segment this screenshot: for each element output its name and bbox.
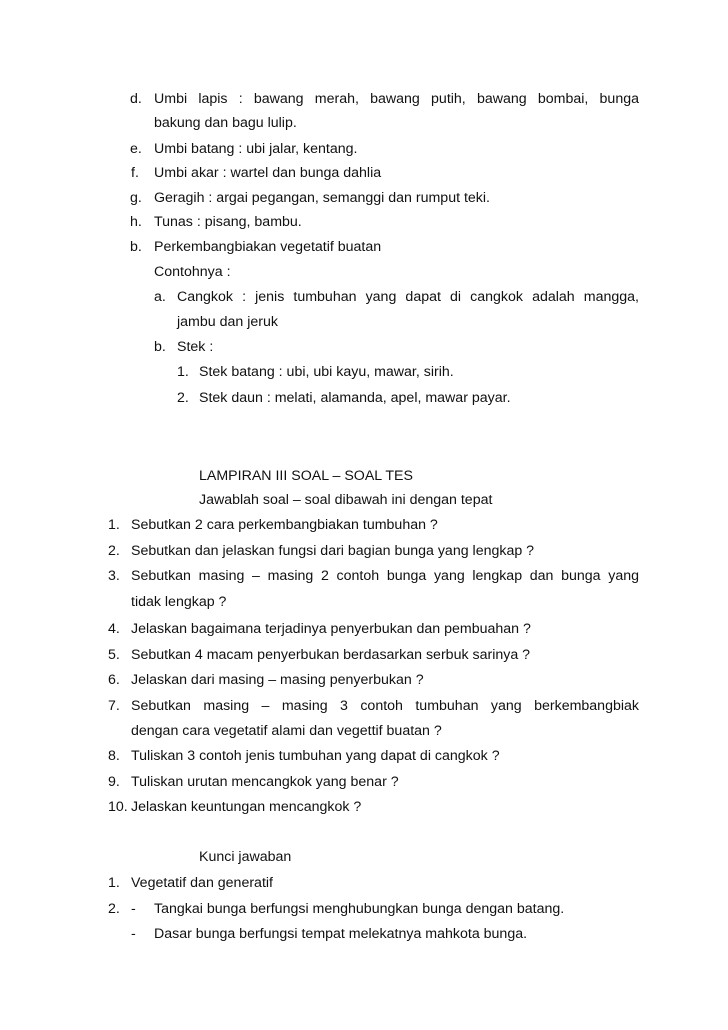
question-text-line1: Sebutkan masing – masing 2 contoh bunga yang lengkap dan bunga yang <box>131 568 639 584</box>
item-bb1: Stek batang : ubi, ubi kayu, mawar, sirih. <box>199 364 454 380</box>
question-text: Tuliskan urutan mencangkok yang benar ? <box>131 774 399 790</box>
question-number: 1. <box>108 517 120 533</box>
kunci-title: Kunci jawaban <box>199 849 292 865</box>
question-number: 10. <box>108 799 128 815</box>
list-marker-g: g. <box>130 190 142 206</box>
question-text: Jelaskan keuntungan mencangkok ? <box>131 799 362 815</box>
item-ba-line1: Cangkok : jenis tumbuhan yang dapat di cangkok adalah mangga, <box>177 289 639 305</box>
question-text-line1: Sebutkan masing – masing 3 contoh tumbuhan yang berkembangbiak <box>131 698 639 714</box>
answer-dash: - <box>131 901 136 917</box>
item-h: Tunas : pisang, bambu. <box>154 214 302 230</box>
question-number: 9. <box>108 774 120 790</box>
item-b: Perkembangbiakan vegetatif buatan <box>154 239 382 255</box>
list-marker-f: f. <box>131 165 139 181</box>
item-bb2: Stek daun : melati, alamanda, apel, mawar payar. <box>199 390 511 406</box>
list-marker-h: h. <box>130 214 142 230</box>
question-number: 7. <box>108 698 120 714</box>
question-text: Sebutkan 2 cara perkembangbiakan tumbuhan ? <box>131 517 438 533</box>
question-text-line2: tidak lengkap ? <box>131 594 227 610</box>
item-b-sub: Contohnya : <box>154 264 231 280</box>
list-marker-b: b. <box>130 239 142 255</box>
question-text: Jelaskan bagaimana terjadinya penyerbukan dan pembuahan ? <box>131 621 531 637</box>
item-g: Geragih : argai pegangan, semanggi dan rumput teki. <box>154 190 490 206</box>
list-marker-bb1: 1. <box>177 364 189 380</box>
question-text-line2: dengan cara vegetatif alami dan vegettif buatan ? <box>131 723 442 739</box>
list-marker-ba: a. <box>154 289 166 305</box>
question-text: Sebutkan dan jelaskan fungsi dari bagian bunga yang lengkap ? <box>131 543 535 559</box>
question-text: Jelaskan dari masing – masing penyerbukan ? <box>131 672 424 688</box>
question-number: 6. <box>108 672 120 688</box>
list-marker-e: e. <box>130 141 142 157</box>
list-marker-bb: b. <box>154 339 166 355</box>
answer-text: Vegetatif dan generatif <box>131 875 273 891</box>
answer-text: Tangkai bunga berfungsi menghubungkan bunga dengan batang. <box>154 901 565 917</box>
list-marker-bb2: 2. <box>177 390 189 406</box>
answer-number: 1. <box>108 875 120 891</box>
question-number: 2. <box>108 543 120 559</box>
question-number: 5. <box>108 647 120 663</box>
question-number: 4. <box>108 621 120 637</box>
lampiran-instruction: Jawablah soal – soal dibawah ini dengan tepat <box>199 492 493 508</box>
question-number: 8. <box>108 748 120 764</box>
question-text: Sebutkan 4 macam penyerbukan berdasarkan serbuk sarinya ? <box>131 647 531 663</box>
answer-number: 2. <box>108 901 120 917</box>
answer-dash: - <box>131 926 136 942</box>
item-f: Umbi akar : wartel dan bunga dahlia <box>154 165 382 181</box>
lampiran-title: LAMPIRAN III SOAL – SOAL TES <box>199 468 413 484</box>
item-e: Umbi batang : ubi jalar, kentang. <box>154 141 358 157</box>
answer-text: Dasar bunga berfungsi tempat melekatnya mahkota bunga. <box>154 926 528 942</box>
item-bb: Stek : <box>177 339 214 355</box>
item-ba-line2: jambu dan jeruk <box>177 314 278 330</box>
question-number: 3. <box>108 568 120 584</box>
item-d-line2: bakung dan bagu lulip. <box>154 115 297 131</box>
item-d-line1: Umbi lapis : bawang merah, bawang putih, bawang bombai, bunga <box>154 91 639 107</box>
question-text: Tuliskan 3 contoh jenis tumbuhan yang dapat di cangkok ? <box>131 748 500 764</box>
list-marker-d: d. <box>130 91 142 107</box>
